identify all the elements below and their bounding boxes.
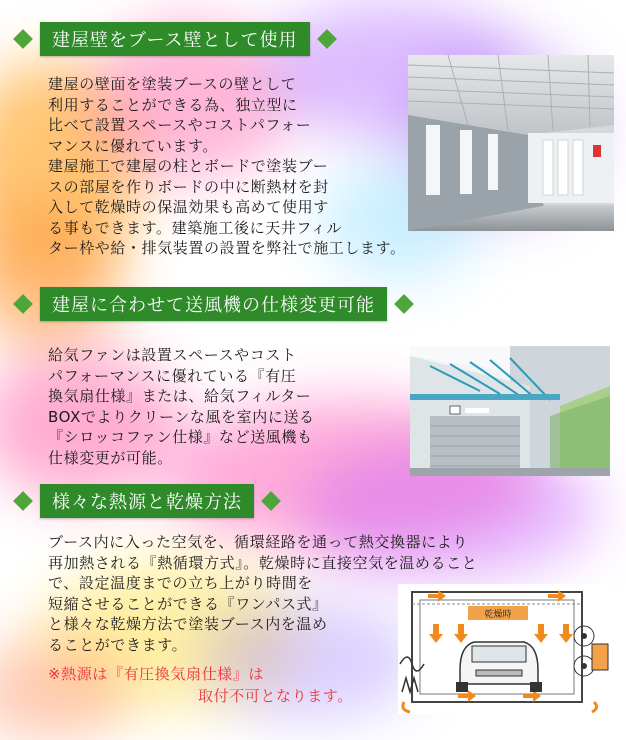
- section-body-1: 建屋の壁面を塗装ブースの壁として 利用することができる為、独立型に 比べて設置スペースやコストパフォー マンスに優れています。 建屋施工で建屋の柱とボードで塗装ブー スの部屋を作りボードの中に断熱材を封 入して乾燥時の保温効果も高めて使用す る事もできます。建築施工後に天井フィル ター枠や給・排気装置の設置を弊社で施工します。: [48, 75, 406, 257]
- diagram-label: 乾燥時: [484, 610, 512, 620]
- note-line-1: ※熱源は『有圧換気扇仕様』は: [48, 665, 264, 683]
- section-body-3-narrow: で、設定温度までの立ち上がり時間を 短縮させることができる『ワンパス式』 と様々な乾燥方法で塗装ブース内を温め ることができます。: [48, 574, 328, 654]
- note-line-2: 取付不可となります。: [198, 687, 353, 705]
- section-title-2: 建屋に合わせて送風機の仕様変更可能: [40, 287, 387, 321]
- car-icon: [456, 642, 542, 692]
- drying-airflow-diagram: [398, 584, 612, 714]
- diamond-icon: [317, 29, 337, 49]
- booth-interior-photo: [408, 55, 614, 231]
- building-exterior-photo: [410, 346, 610, 476]
- section-header-1: [16, 22, 334, 56]
- section-title-1: 建屋壁をブース壁として使用: [40, 22, 310, 56]
- diamond-icon: [13, 29, 33, 49]
- section-body-2: 給気ファンは設置スペースやコスト パフォーマンスに優れている『有圧 換気扇仕様』または、給気フィルター BOXでよりクリーンな風を室内に送る 『シロッコファン仕様』など送風機も 仕様変更が可能。: [48, 346, 315, 467]
- section-header-3: [16, 484, 278, 518]
- diamond-icon: [394, 294, 414, 314]
- diamond-icon: [261, 491, 281, 511]
- diamond-icon: [13, 294, 33, 314]
- section-title-3: 様々な熱源と乾燥方法: [40, 484, 254, 518]
- diamond-icon: [13, 491, 33, 511]
- section-body-3-wide: ブース内に入った空気を、循環経路を通って熱交換器により 再加熱される『熱循環方式』。乾燥時に直接空気を温めること: [48, 533, 478, 572]
- section-header-2: [16, 287, 411, 321]
